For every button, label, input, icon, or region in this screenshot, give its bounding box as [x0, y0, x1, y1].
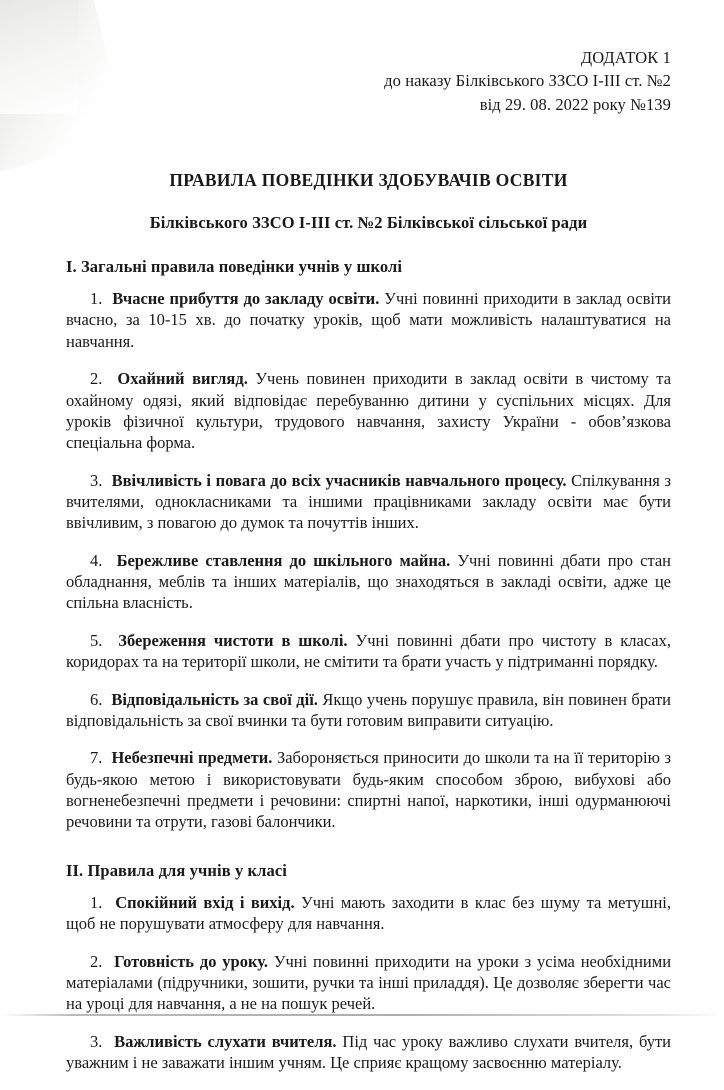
rule-term: Готовність до уроку. — [114, 952, 268, 972]
rule-paragraph — [66, 288, 671, 352]
rule-paragraph — [66, 892, 671, 934]
rule-text: Учні повинні дбати про стан обладнання, меблів та інших матеріалів, що знаходяться в закладі освіти, адже це спільна власність. — [66, 550, 672, 613]
document-header-block — [66, 0, 671, 116]
rule-text: Учні повинні дбати про чистоту в класах, коридорах та на території школи, не смітити та брати участь у підтриманні порядку. — [66, 630, 672, 671]
rule-term: Вчасне прибуття до закладу освіти. — [112, 289, 380, 309]
rule-text: Учні повинні приходити на уроки з усіма необхідними матеріалами (підручники, зошити, ручки та інші приладдя). Це дозволяє зберегти час на уроці для навчання, а не на пошук речей. — [66, 952, 672, 1014]
rule-number: 3. — [90, 470, 103, 490]
rule-text: Учень повинен приходити в заклад освіти в чистому та охайному одязі, який відповідає перебуванню дитини у суспільних місцях. Для уроків фізичної культури, трудового навчання, захисту України - обов’язкова спеціальна форма. — [66, 369, 672, 452]
rule-term: Охайний вигляд. — [117, 369, 248, 389]
rule-text: Спілкування з вчителями, однокласниками та іншими працівниками закладу освіти має бути ввічливим, з повагою до думок та почуттів інших. — [66, 470, 672, 532]
rule-number: 7. — [90, 748, 103, 768]
section-heading-2: ІІ. Правила для учнів у класі — [66, 861, 287, 881]
rule-text: Під час уроку важливо слухати вчителя, бути уважним і не заважати іншим учням. Це сприяє кращому засвоєнню матеріалу. — [66, 1032, 672, 1073]
rule-paragraph — [66, 689, 671, 731]
rule-number: 1. — [90, 289, 103, 309]
rule-text: Учні повинні приходити в заклад освіти вчасно, за 10-15 хв. до початку уроків, щоб мати можливість налаштуватися на навчання. — [66, 289, 672, 351]
document-subtitle: Білківського ЗЗСО I-III ст. №2 Білківської сільської ради — [149, 213, 588, 233]
header-line-appendix: ДОДАТОК 1 — [580, 48, 671, 67]
document-content — [66, 0, 671, 1090]
rule-paragraph — [66, 951, 671, 1015]
rule-term: Відповідальність за свої дії. — [111, 689, 318, 709]
rule-number: 3. — [90, 1032, 103, 1052]
rule-text: Забороняється приносити до школи та на її територію з будь-якою метою і використовувати будь-яким способом зброю, вибухові або вогненебезпечні предмети і речовини: спиртні напої, наркотики, інші одурманюючі речовини та отрути, газові балончики. — [66, 748, 672, 832]
rule-term: Бережливе ставлення до шкільного майна. — [116, 550, 451, 570]
rule-paragraph — [66, 1031, 671, 1073]
rule-number: 2. — [90, 952, 103, 972]
rule-text: Учні мають заходити в клас без шуму та метушні, щоб не порушувати атмосферу для навчання. — [66, 893, 671, 934]
rule-text: Якщо учень порушує правила, він повинен брати відповідальність за свої вчинки та бути готовим виправити ситуацію. — [66, 689, 671, 730]
rule-number: 5. — [90, 630, 103, 650]
rule-term: Ввічливість і повага до всіх учасників навчального процесу. — [111, 470, 567, 490]
rule-number: 2. — [90, 369, 103, 389]
rule-paragraph — [66, 550, 671, 614]
rule-number: 1. — [90, 893, 103, 913]
rule-paragraph — [66, 747, 671, 832]
rule-number: 6. — [90, 689, 103, 709]
sections-container — [66, 257, 671, 1073]
rule-paragraph — [66, 368, 671, 453]
header-line-date: від 29. 08. 2022 року №139 — [479, 94, 671, 114]
header-line-order: до наказу Білківського ЗЗСО I-III ст. №2 — [384, 71, 671, 91]
rule-term: Важливість слухати вчителя. — [114, 1032, 337, 1052]
rule-paragraph — [66, 630, 671, 672]
rule-term: Небезпечні предмети. — [111, 748, 273, 768]
rule-term: Збереження чистоти в школі. — [118, 630, 348, 650]
rule-term: Спокійний вхід і вихід. — [115, 893, 295, 913]
rule-number: 4. — [90, 550, 103, 570]
rule-paragraph — [66, 470, 671, 534]
document-title: ПРАВИЛА ПОВЕДІНКИ ЗДОБУВАЧІВ ОСВІТИ — [169, 170, 568, 191]
section-heading-1: І. Загальні правила поведінки учнів у школі — [66, 257, 403, 277]
